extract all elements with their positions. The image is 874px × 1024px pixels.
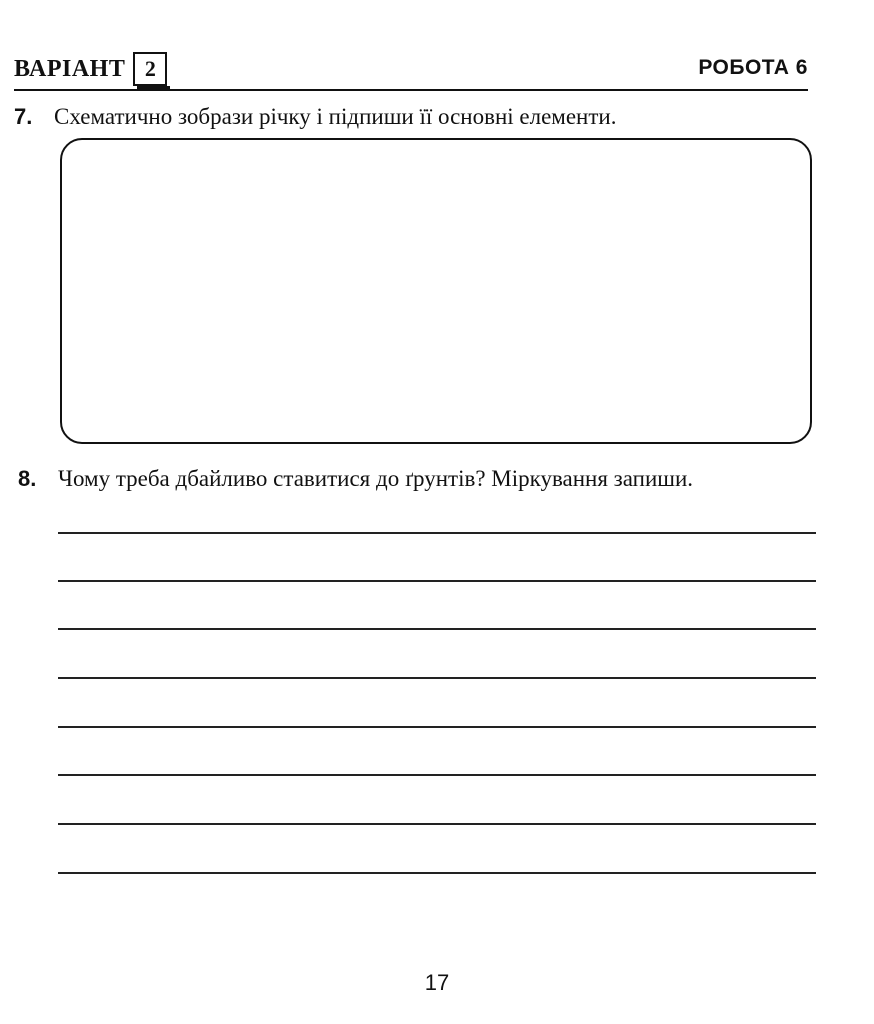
task-8 (18, 466, 693, 492)
answer-line[interactable] (58, 677, 816, 679)
answer-line[interactable] (58, 532, 816, 534)
variant-number-box: 2 (133, 52, 167, 86)
header-divider (14, 89, 808, 91)
task-7-number: 7. (14, 104, 33, 129)
variant-header (14, 52, 167, 86)
task-7-text: Схематично зобрази річку і підпиши її основні елементи. (54, 104, 617, 129)
task-8-number: 8. (18, 466, 37, 491)
variant-label: ВАРІАНТ (14, 55, 126, 82)
work-title: РОБОТА 6 (698, 56, 808, 79)
task-8-text: Чому треба дбайливо ставитися до ґрунтів? Міркування запиши. (58, 466, 694, 491)
drawing-area[interactable] (60, 138, 812, 444)
answer-line[interactable] (58, 580, 816, 582)
answer-line[interactable] (58, 823, 816, 825)
task-7 (14, 104, 616, 130)
page-number: 17 (424, 970, 450, 995)
answer-line[interactable] (58, 726, 816, 728)
answer-line[interactable] (58, 774, 816, 776)
answer-line[interactable] (58, 628, 816, 630)
answer-line[interactable] (58, 872, 816, 874)
